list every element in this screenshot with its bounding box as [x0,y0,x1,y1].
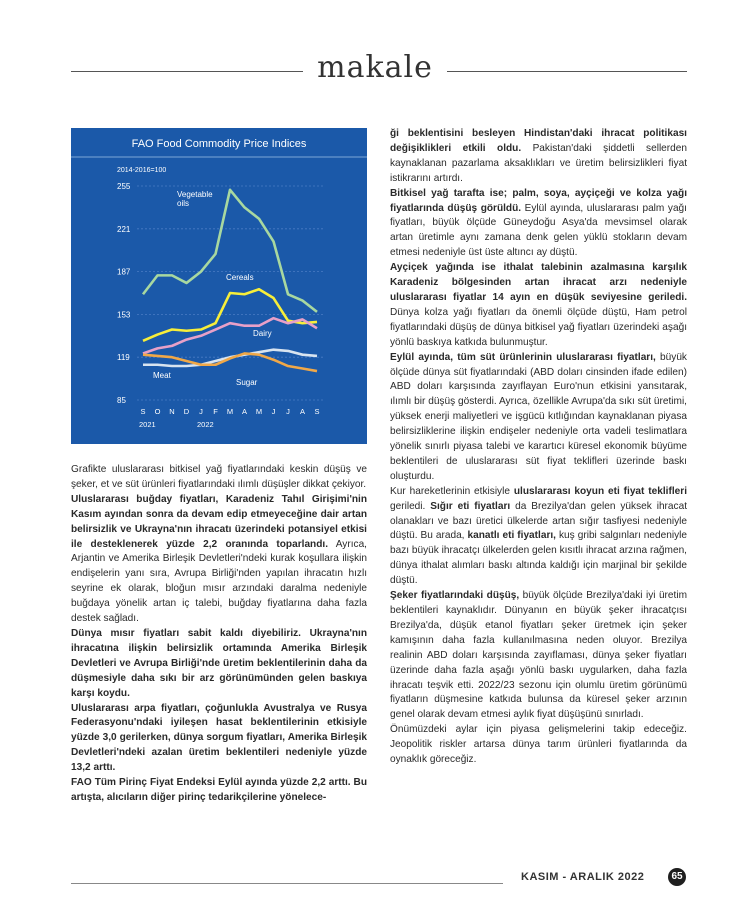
header-rule-left [71,71,303,72]
bold-text: Eylül ayında, tüm süt ürünlerinin uluslararası fiyatları, [390,351,656,363]
x-tick-label: O [154,407,161,416]
left-column [71,463,367,806]
series-line-cereals [143,289,317,341]
paragraph [390,485,687,589]
series-label: Sugar [236,378,258,387]
x-tick-label: M [255,407,263,416]
text-run: Grafikte uluslararası bitkisel yağ fiyatlarındaki keskin düşüş ve şeker, et ve süt ürünleri fiyatlarındaki ılımlı düşüşler dikkat çekiyor. [71,464,367,490]
y-tick-label: 187 [117,267,131,277]
chart-title: FAO Food Commodity Price Indices [131,138,307,150]
price-index-chart [71,128,367,444]
footer-issue: KASIM - ARALIK 2022 [521,871,645,883]
paragraph [390,589,687,723]
bold-text: Bitkisel yağ tarafta ise; palm, soya, ayçiçeği ve kolza yağı fiyatlarında düşüş görüldü. [390,187,687,214]
x-tick-label: J [286,407,290,416]
text-run: büyük ölçüde Brezilya'daki iyi üretim beklentileri kaynaklıdır. Dünyanın en büyük şeker ihracatçısı Brezilya'da, düşük etanol fiyatları şeker üretmek için şeker kamışının daha fazla kullanılmasına neden oluyor. Brezilya realinin ABD doları karşısında zayıflaması, dünya şeker fiyatları üzerinde daha fazla aşağı yönlü baskı uygularken, daha fazla ihracatı teşvik etti. 2022/23 sezonu için olumlu üretim görünümü fiyatların düşmesine katkıda bulunsa da küresel şeker arzının genel olarak devam etmesi aylık fiyat düşüşünü sınırladı. [390,590,687,721]
footer-rule [71,883,503,884]
y-tick-label: 119 [117,353,130,363]
header-rule-right [447,71,687,72]
bold-text: Uluslararası arpa fiyatları, çoğunlukla Avustralya ve Rusya Federasyonu'ndaki iyileşen hasat beklentilerinin etkisiyle yüzde 3,0 gerilerken, dünya sorgum fiyatları, Amerika Birleşik Devletleri'ndeki azalan üretim beklentileri nedeniyle yüzde 13,2 arttı. [71,702,367,774]
y-tick-label: 153 [117,310,131,320]
text-run: da Brezilya'dan gelen yüksek ihracat olanakları ve bazı üretici ülkelerde artan sığır tasfiyesi nedeniyle düştü. Bu arada, [390,500,688,542]
x-tick-label: N [169,407,175,416]
y-tick-label: 85 [117,396,126,405]
bold-text: ği beklentisini besleyen Hindistan'daki ihracat politikası değişiklikleri etkili oldu. [390,128,687,154]
paragraph [390,723,687,768]
paragraph [390,187,687,262]
text-run: büyük ölçüde dünya süt fiyatlarındaki (ABD doları cinsinden ifade edilen) ABD doları karşısında zayıflayan Euro'nun etkisini yansıtarak, ılımlı bir düşüş gösterdi. Ayrıca, özellikle Avrupa'da sıkı süt üretimi, yüksek enerji maliyetleri ve işgücü kıtlığından kaynaklanan piyasa belirsizliklerine ilişkin endişeler nedeniyle orta vadeli teslimatlara yönelik sınırlı piyasa talebi ve karartıcı küresel ekonomik büyüme beklentileri de uluslararası süt fiyat teklifleri üzerinde baskı oluşturdu. [390,351,687,482]
page-number: 65 [668,868,686,886]
series-label: Vegetable [177,190,213,199]
x-tick-label: A [241,407,248,416]
text-run: Pakistan'daki şiddetli sellerden kaynaklanan pazarlama aksaklıkları ve üretim belirsizlikleri fiyat istikrarını artırdı. [390,142,687,184]
bold-text: FAO Tüm Pirinç Fiyat Endeksi Eylül ayında yüzde 2,2 arttı. Bu artışta, alıcıların diğer pirinç tedarikçilerine yönelece- [71,777,367,803]
right-column [390,127,687,768]
bold-text: kanatlı eti fiyatları, [467,530,556,542]
bold-text: Dünya mısır fiyatları sabit kaldı diyebiliriz. Ukrayna'nın ihracatına ilişkin belirsizlik ortamında Amerika Birleşik Devletleri ve Avrupa Birliği'nde üretim beklentilerinin daha da düşmesiyle daha sıkı bir arz görünümünden gelen baskıya karşı koydu. [71,627,367,699]
text-run: kuş gribi salgınları nedeniyle bazı büyük ihracatçı ülkelerden gelen kısıtlı ihracat arzına rağmen, dünya ithalat alımları baskı altında kaldığı için marjinal bir şekilde düştü. [390,530,687,587]
text-run: Ayrıca, Arjantin ve Amerika Birleşik Devletleri'ndeki kurak koşullara ilişkin endişelerin yanı sıra, Avrupa Birliği'nden yapılan ihracatın hızlı seyrine ek olarak, bloğun mısır arzındaki daralma nedeniyle buğdaya yönelik artan iç talebi, buğday fiyatlarına daha fazla destek sağladı. [71,538,367,625]
text-run: Önümüzdeki aylar için piyasa gelişmelerini takip edeceğiz. Jeopolitik riskler artarsa dünya tarım ürünleri fiyatlarında da oynaklık göreceğiz. [390,724,687,766]
paragraph [71,463,367,493]
text-run: Kur hareketlerinin etkisiyle [390,485,514,497]
bold-text: uluslararası koyun eti fiyat teklifleri [513,485,687,497]
series-line-dairy [143,318,317,353]
paragraph [71,776,367,806]
year-label: 2021 [139,420,156,429]
year-label: 2022 [197,420,214,429]
x-tick-label: J [271,407,276,416]
chart-svg [71,128,367,444]
x-tick-label: A [299,407,306,416]
paragraph [71,493,367,627]
x-tick-label: F [213,407,218,416]
bold-text: Sığır eti fiyatları [430,500,511,512]
x-tick-label: D [183,407,190,416]
text-run: geriledi. [390,500,431,512]
x-tick-label: S [140,407,146,416]
y-tick-label: 221 [117,224,131,234]
paragraph [390,261,687,350]
bold-text: Şeker fiyatlarındaki düşüş, [390,590,520,602]
paragraph [390,127,687,187]
paragraph [71,702,367,777]
x-tick-label: J [199,407,203,416]
text-run: Dünya kolza yağı fiyatları da önemli ölçüde düştü, Ham petrol fiyatlarındaki düşüş de dünya bitkisel yağ fiyatları üzerindeki aşağı yönlü baskıya katkıda bulunmuştur. [390,306,687,348]
bold-text: Uluslararası buğday fiyatları, Karadeniz Tahıl Girişimi'nin Kasım ayından sonra da devam edip etmeyeceğine dair artan belirsizlik ve Ukrayna'nın ihracatı üzerindeki potansiyel etkisi ile desteklenerek yüzde 2,2 oranında toparlandı. [71,493,367,550]
x-tick-label: S [314,407,320,416]
x-tick-label: M [226,407,234,416]
series-label: Dairy [253,329,272,338]
text-run: Eylül ayında, uluslararası palm yağı fiyatları, büyük ölçüde Güneydoğu Asya'da mevsimsel olarak artan üretimle aynı zamana denk gelen yüklü stokların devam etmesi nedeniyle üst üste altıncı ay düştü. [390,202,687,259]
series-label: Cereals [226,273,254,282]
bold-text: Ayçiçek yağında ise ithalat talebinin azalmasına karşılık Karadeniz bölgesinden artan ihracat arzı nedeniyle uluslararası fiyatlar 14 ayın en düşük seviyesine geriledi. [390,262,687,303]
paragraph [71,627,367,702]
paragraph [390,351,687,485]
chart-base-note: 2014-2016=100 [117,167,167,174]
section-title: makale [317,50,433,85]
series-label: oils [177,199,190,208]
series-label: Meat [153,371,171,380]
y-tick-label: 255 [117,182,131,191]
